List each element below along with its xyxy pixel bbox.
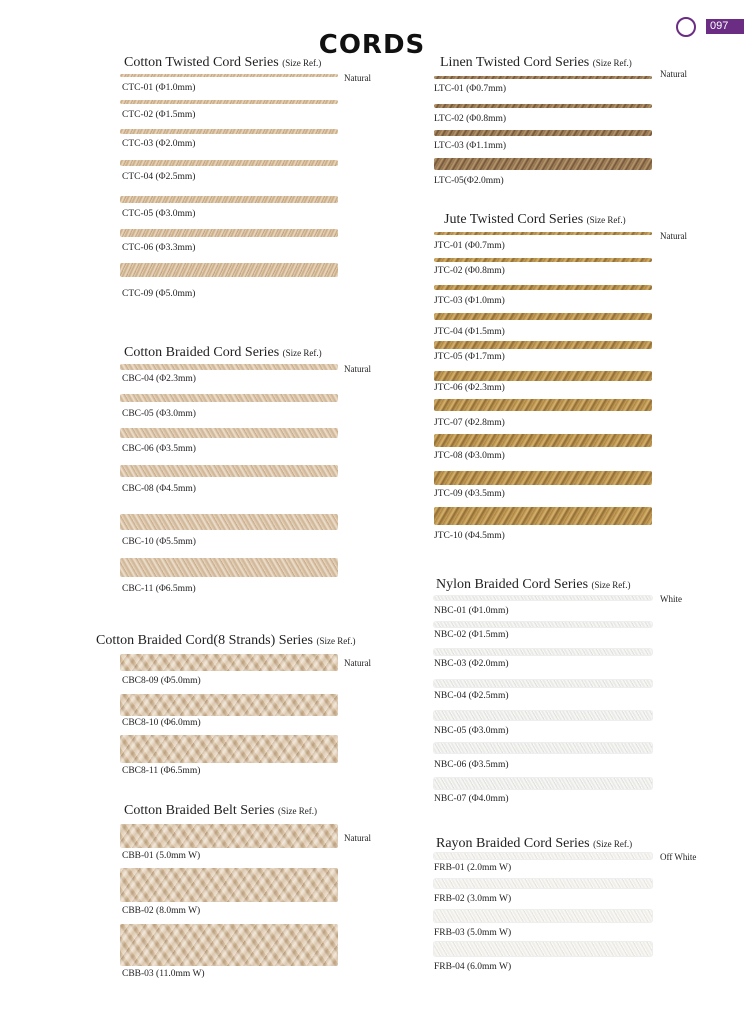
item-label: JTC-04 (Φ1.5mm) — [434, 327, 505, 337]
item-label: JTC-10 (Φ4.5mm) — [434, 531, 505, 541]
item-label: CBB-01 (5.0mm W) — [122, 851, 201, 861]
cord-swatch — [434, 434, 652, 447]
color-label: Natural — [344, 73, 371, 83]
item-label: CTC-02 (Φ1.5mm) — [122, 110, 196, 120]
item-label: CBB-02 (8.0mm W) — [122, 906, 201, 916]
cord-swatch — [434, 371, 652, 381]
item-label: CBC8-11 (Φ6.5mm) — [122, 766, 201, 776]
item-label: JTC-06 (Φ2.3mm) — [434, 383, 505, 393]
cord-swatch — [120, 654, 338, 671]
cord-swatch — [434, 879, 652, 888]
cord-swatch — [434, 158, 652, 170]
color-label: Natural — [344, 658, 371, 668]
color-label: Natural — [660, 231, 687, 241]
cord-swatch — [120, 824, 338, 848]
item-label: JTC-09 (Φ3.5mm) — [434, 489, 505, 499]
cord-swatch — [120, 196, 338, 203]
item-label: FRB-01 (2.0mm W) — [434, 863, 512, 873]
item-label: LTC-01 (Φ0.7mm) — [434, 84, 507, 94]
cord-swatch — [434, 507, 652, 525]
color-label: Natural — [344, 364, 371, 374]
cord-swatch — [120, 694, 338, 716]
item-label: CBC-05 (Φ3.0mm) — [122, 409, 196, 419]
cord-swatch — [434, 680, 652, 687]
item-label: CBC-11 (Φ6.5mm) — [122, 584, 196, 594]
series-title-cotton-braided-belt: Cotton Braided Belt Series (Size Ref.) — [124, 803, 317, 818]
cord-swatch — [120, 229, 338, 237]
cord-swatch — [120, 924, 338, 966]
cord-swatch — [434, 778, 652, 789]
cord-swatch — [434, 341, 652, 349]
item-label: CTC-09 (Φ5.0mm) — [122, 289, 196, 299]
series-title-cotton-braided-8-strands: Cotton Braided Cord(8 Strands) Series (Size Ref.) — [96, 633, 356, 648]
cord-swatch — [434, 130, 652, 136]
cord-swatch — [120, 735, 338, 763]
color-label: Off White — [660, 852, 697, 862]
cord-swatch — [120, 465, 338, 477]
cord-swatch — [434, 471, 652, 485]
item-label: JTC-07 (Φ2.8mm) — [434, 418, 505, 428]
cord-swatch — [434, 622, 652, 627]
page-number: 097 — [706, 19, 744, 34]
item-label: CTC-01 (Φ1.0mm) — [122, 83, 196, 93]
series-title-linen-twisted: Linen Twisted Cord Series (Size Ref.) — [440, 55, 632, 70]
cord-swatch — [434, 232, 652, 235]
color-label: White — [660, 594, 682, 604]
item-label: CBC8-09 (Φ5.0mm) — [122, 676, 201, 686]
cord-swatch — [434, 649, 652, 655]
item-label: FRB-03 (5.0mm W) — [434, 928, 512, 938]
page-title: CORDS — [318, 30, 426, 60]
brand-logo — [676, 17, 696, 37]
cord-swatch — [120, 868, 338, 902]
item-label: CBB-03 (11.0mm W) — [122, 969, 205, 979]
item-label: JTC-03 (Φ1.0mm) — [434, 296, 505, 306]
item-label: CTC-03 (Φ2.0mm) — [122, 139, 196, 149]
item-label: JTC-08 (Φ3.0mm) — [434, 451, 505, 461]
cord-swatch — [120, 263, 338, 277]
item-label: CBC-06 (Φ3.5mm) — [122, 444, 196, 454]
cord-swatch — [120, 129, 338, 134]
item-label: CTC-06 (Φ3.3mm) — [122, 243, 196, 253]
item-label: NBC-02 (Φ1.5mm) — [434, 630, 509, 640]
item-label: NBC-03 (Φ2.0mm) — [434, 659, 509, 669]
cord-swatch — [434, 853, 652, 859]
cord-swatch — [434, 76, 652, 79]
cord-swatch — [120, 160, 338, 166]
item-label: NBC-01 (Φ1.0mm) — [434, 606, 509, 616]
color-label: Natural — [344, 833, 371, 843]
cord-swatch — [434, 711, 652, 720]
cord-swatch — [434, 258, 652, 262]
cord-swatch — [434, 285, 652, 290]
series-title-rayon-braided: Rayon Braided Cord Series (Size Ref.) — [436, 836, 633, 851]
cord-swatch — [434, 942, 652, 956]
series-title-nylon-braided: Nylon Braided Cord Series (Size Ref.) — [436, 577, 631, 592]
item-label: JTC-01 (Φ0.7mm) — [434, 241, 505, 251]
cord-swatch — [120, 428, 338, 438]
item-label: FRB-04 (6.0mm W) — [434, 962, 512, 972]
item-label: NBC-06 (Φ3.5mm) — [434, 760, 509, 770]
item-label: NBC-07 (Φ4.0mm) — [434, 794, 509, 804]
cord-swatch — [434, 910, 652, 922]
cord-swatch — [120, 558, 338, 577]
item-label: NBC-04 (Φ2.5mm) — [434, 691, 509, 701]
cord-swatch — [120, 364, 338, 370]
item-label: LTC-05(Φ2.0mm) — [434, 176, 504, 186]
cord-swatch — [120, 394, 338, 402]
item-label: JTC-05 (Φ1.7mm) — [434, 352, 505, 362]
series-title-cotton-twisted: Cotton Twisted Cord Series (Size Ref.) — [124, 55, 322, 70]
item-label: JTC-02 (Φ0.8mm) — [434, 266, 505, 276]
cord-swatch — [120, 514, 338, 530]
item-label: CTC-04 (Φ2.5mm) — [122, 172, 196, 182]
color-label: Natural — [660, 69, 687, 79]
cord-swatch — [120, 74, 338, 77]
item-label: LTC-03 (Φ1.1mm) — [434, 141, 507, 151]
item-label: CBC-10 (Φ5.5mm) — [122, 537, 196, 547]
cord-swatch — [434, 104, 652, 108]
item-label: FRB-02 (3.0mm W) — [434, 894, 512, 904]
item-label: CBC-08 (Φ4.5mm) — [122, 484, 196, 494]
item-label: LTC-02 (Φ0.8mm) — [434, 114, 507, 124]
cord-swatch — [434, 743, 652, 753]
item-label: CBC8-10 (Φ6.0mm) — [122, 718, 201, 728]
item-label: CBC-04 (Φ2.3mm) — [122, 374, 196, 384]
series-title-cotton-braided: Cotton Braided Cord Series (Size Ref.) — [124, 345, 322, 360]
cord-swatch — [434, 596, 652, 600]
cord-swatch — [434, 313, 652, 320]
item-label: NBC-05 (Φ3.0mm) — [434, 726, 509, 736]
cord-swatch — [434, 399, 652, 411]
item-label: CTC-05 (Φ3.0mm) — [122, 209, 196, 219]
cord-swatch — [120, 100, 338, 104]
series-title-jute-twisted: Jute Twisted Cord Series (Size Ref.) — [444, 212, 626, 227]
